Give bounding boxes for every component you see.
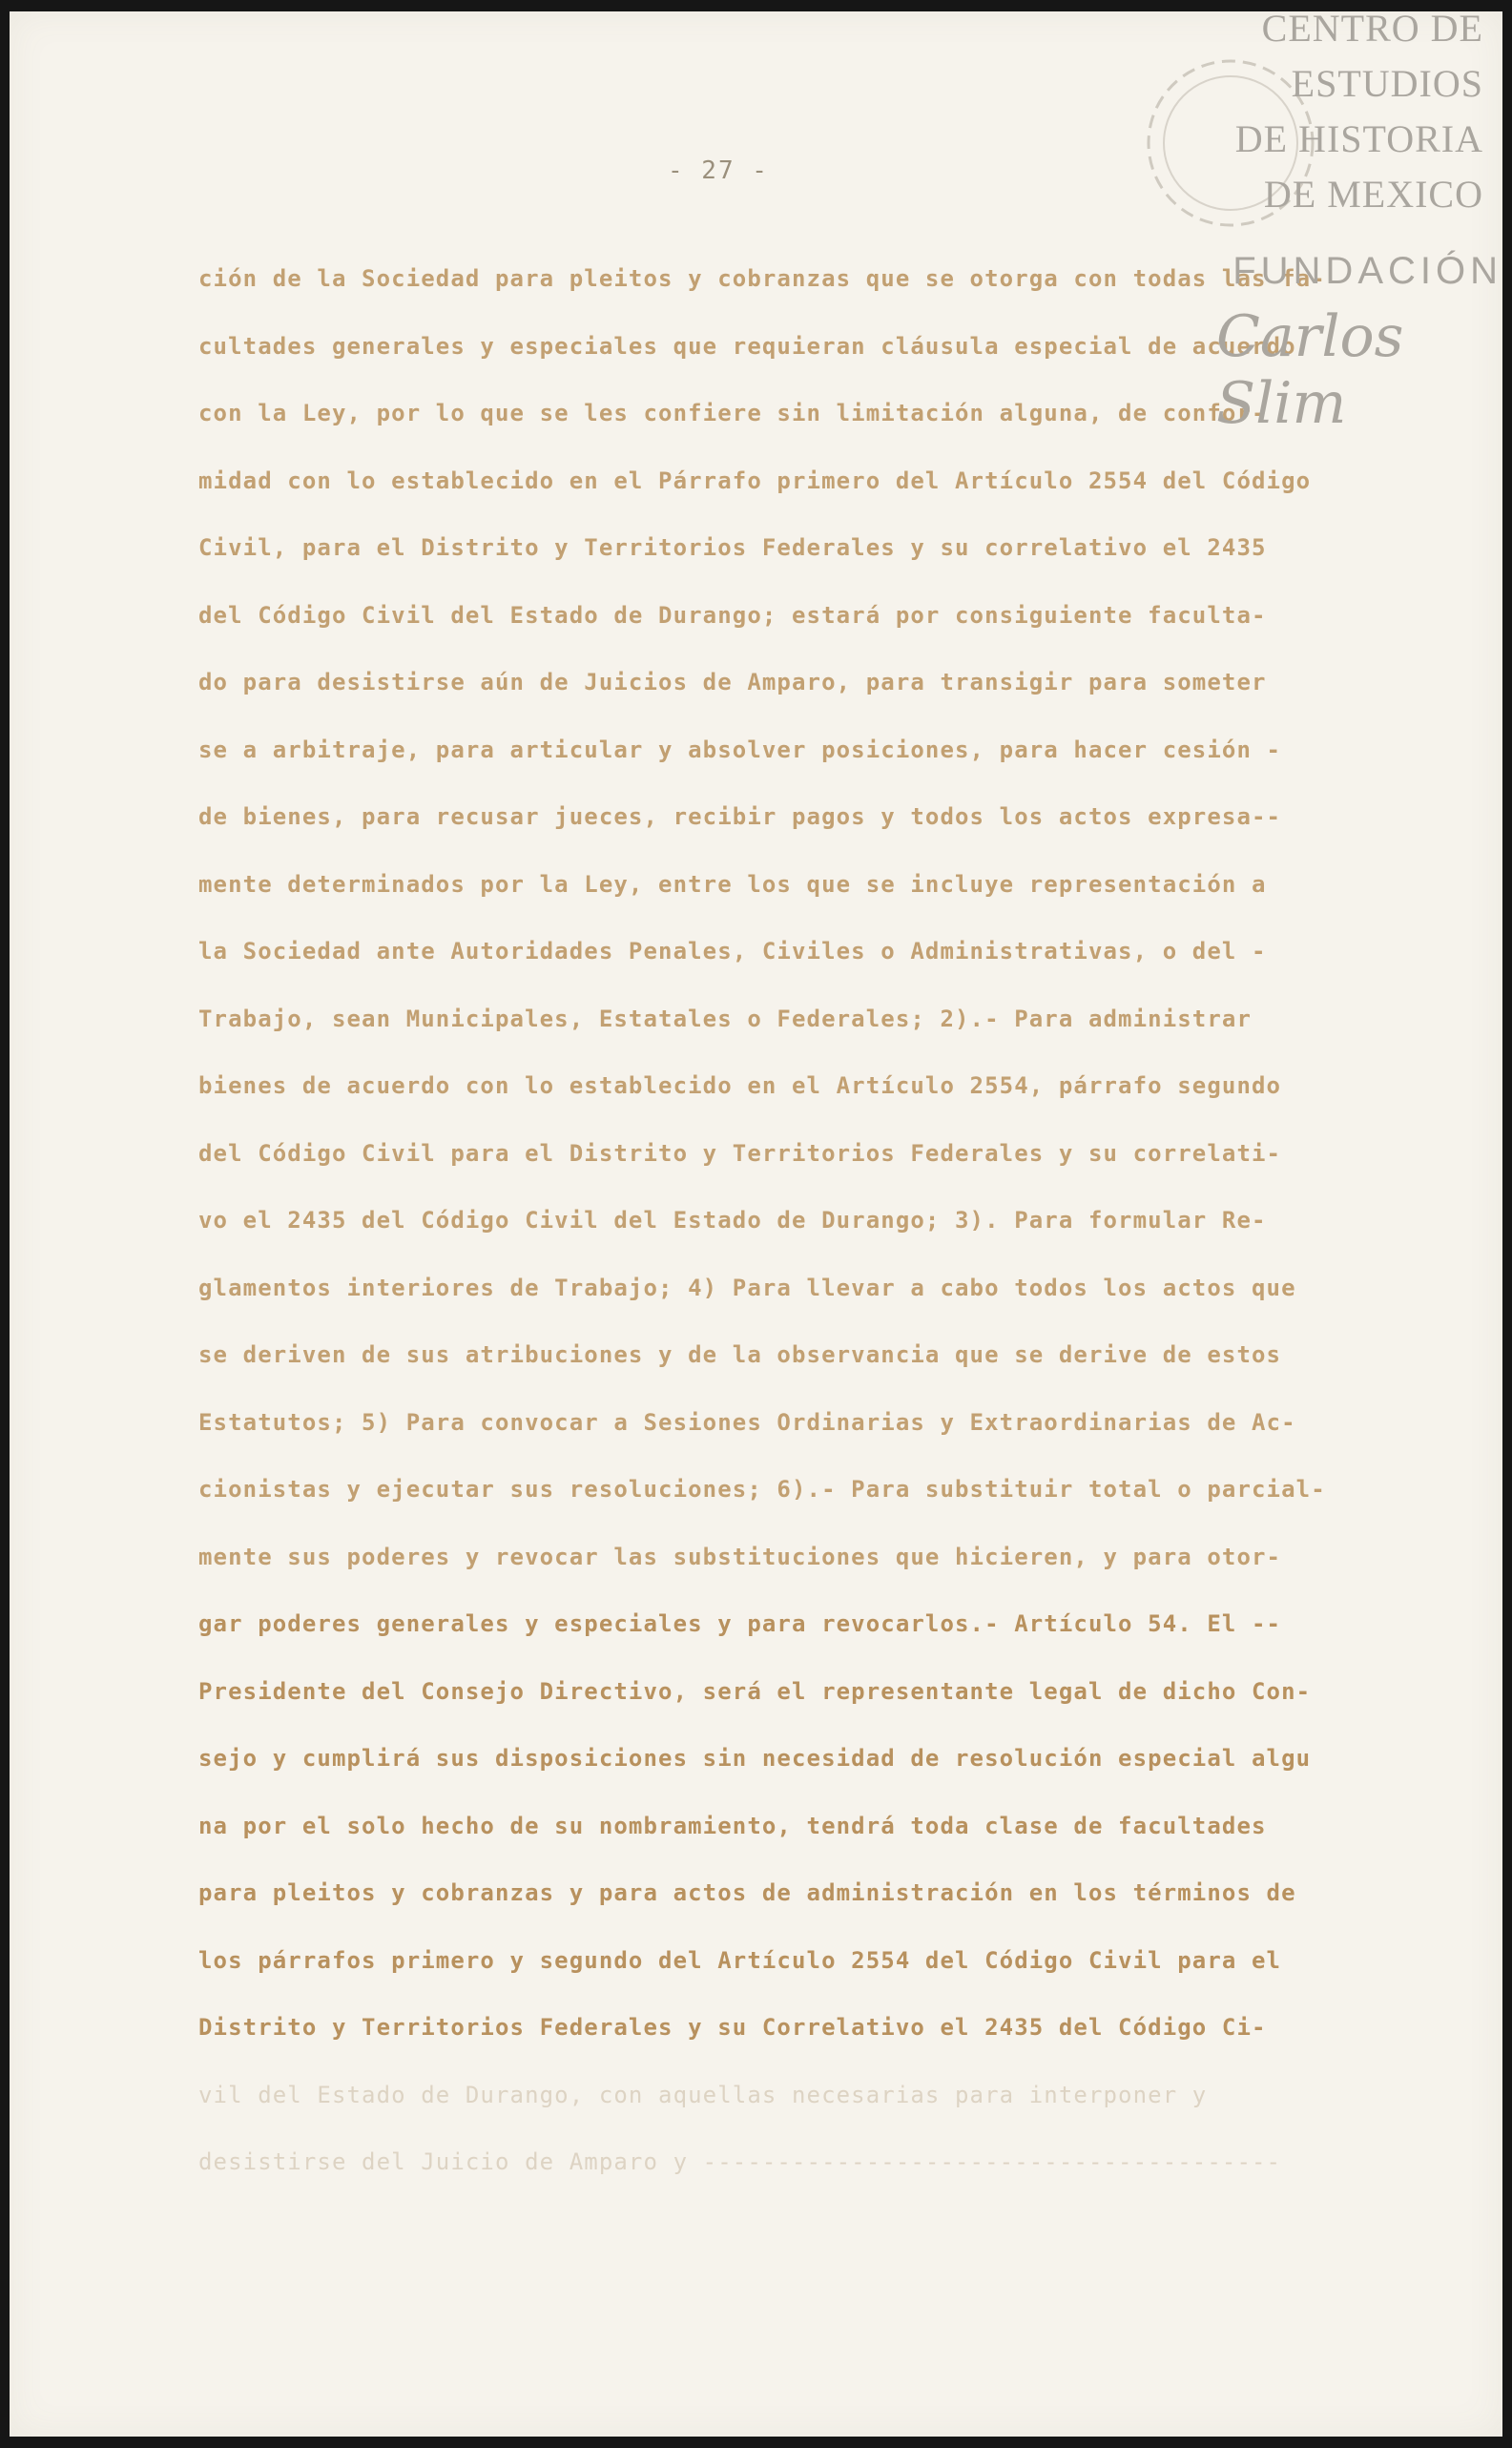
text-line: cultades generales y especiales que requieran cláusula especial de acuerdo [198, 332, 1296, 360]
text-line: con la Ley, por lo que se les confiere sin limitación alguna, de confor- [198, 400, 1267, 426]
text-line: na por el solo hecho de su nombramiento, tendrá toda clase de facultades [198, 1812, 1267, 1839]
text-line: desistirse del Juicio de Amparo y --------------------------------------- [198, 2148, 1282, 2175]
text-line: se a arbitraje, para articular y absolver posiciones, para hacer cesión - [198, 736, 1282, 763]
text-line: do para desistirse aún de Juicios de Amparo, para transigir para someter [198, 669, 1267, 695]
watermark-signature: Carlos Slim [1216, 303, 1404, 437]
page-number: - 27 - [668, 156, 769, 185]
text-line: del Código Civil para el Distrito y Territorios Federales y su correlati- [198, 1139, 1282, 1167]
text-line: Civil, para el Distrito y Territorios Federales y su correlativo el 2435 [198, 534, 1267, 561]
document-body [198, 245, 1408, 2196]
text-line: de bienes, para recusar jueces, recibir pagos y todos los actos expresa-- [198, 803, 1282, 830]
text-line: mente determinados por la Ley, entre los que se incluye representación a [198, 870, 1267, 898]
text-line: gar poderes generales y especiales y para revocarlos.- Artículo 54. El -- [198, 1610, 1282, 1637]
watermark-line: DE MEXICO [1263, 173, 1483, 216]
watermark-foundation: FUNDACIÓN [1232, 250, 1502, 292]
watermark-line: DE HISTORIA [1234, 117, 1483, 160]
text-line: vo el 2435 del Código Civil del Estado de Durango; 3). Para formular Re- [198, 1207, 1267, 1234]
text-line: del Código Civil del Estado de Durango; estará por consiguiente faculta- [198, 601, 1267, 629]
watermark-line: CENTRO DE [1261, 7, 1483, 50]
text-line: vil del Estado de Durango, con aquellas necesarias para interponer y [198, 2081, 1208, 2108]
archive-watermark [1216, 0, 1512, 437]
text-line: la Sociedad ante Autoridades Penales, Civiles o Administrativas, o del - [198, 938, 1267, 965]
text-line: sejo y cumplirá sus disposiciones sin necesidad de resolución especial algu [198, 1745, 1312, 1772]
watermark-line: ESTUDIOS [1291, 62, 1483, 105]
text-line: cionistas y ejecutar sus resoluciones; 6).- Para substituir total o parcial- [198, 1476, 1326, 1503]
text-line: Presidente del Consejo Directivo, será el representante legal de dicho Con- [198, 1677, 1312, 1705]
text-line: mente sus poderes y revocar las substituciones que hicieren, y para otor- [198, 1543, 1282, 1570]
text-line: los párrafos primero y segundo del Artículo 2554 del Código Civil para el [198, 1946, 1282, 1974]
text-line: glamentos interiores de Trabajo; 4) Para llevar a cabo todos los actos que [198, 1274, 1296, 1301]
text-line: Estatutos; 5) Para convocar a Sesiones Ordinarias y Extraordinarias de Ac- [198, 1408, 1296, 1436]
text-line: para pleitos y cobranzas y para actos de administración en los términos de [198, 1879, 1296, 1906]
text-line: Distrito y Territorios Federales y su Correlativo el 2435 del Código Ci- [198, 2014, 1267, 2041]
text-line: Trabajo, sean Municipales, Estatales o Federales; 2).- Para administrar [198, 1005, 1252, 1032]
text-line: midad con lo establecido en el Párrafo primero del Artículo 2554 del Código [198, 467, 1312, 494]
text-line: bienes de acuerdo con lo establecido en el Artículo 2554, párrafo segundo [198, 1072, 1282, 1099]
text-line: ción de la Sociedad para pleitos y cobranzas que se otorga con todas las fa- [198, 265, 1326, 292]
text-line: se deriven de sus atribuciones y de la observancia que se derive de estos [198, 1341, 1282, 1368]
